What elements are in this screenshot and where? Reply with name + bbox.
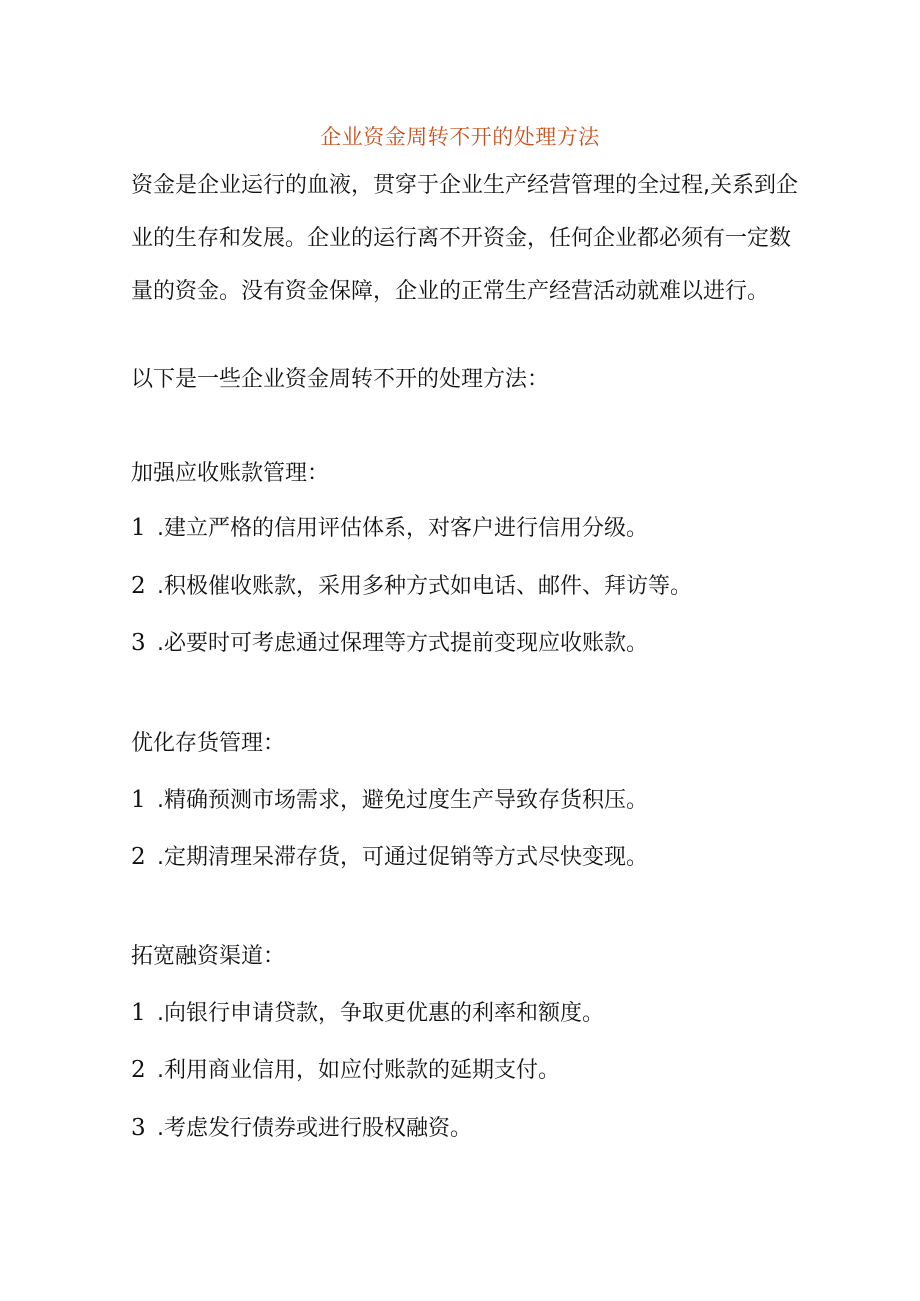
list-item-text: .建立严格的信用评估体系，对客户进行信用分级。	[157, 516, 648, 541]
list-item-number: 1	[131, 787, 146, 813]
section-heading-financing: 拓宽融资渠道：	[131, 944, 286, 969]
list-item-text: .定期清理呆滞存货，可通过促销等方式尽快变现。	[157, 845, 648, 870]
list-item-text: .积极催收账款，采用多种方式如电话、邮件、拜访等。	[157, 574, 692, 599]
list-item-text: .考虑发行债券或进行股权融资。	[157, 1116, 472, 1141]
list-item-text: .必要时可考虑通过保理等方式提前变现应收账款。	[157, 631, 648, 656]
intro-line: 业的生存和发展。企业的运行离不开资金，任何企业都必须有一定数	[131, 226, 792, 251]
list-item-number: 3	[131, 1115, 146, 1141]
list-item-text: .精确预测市场需求，避免过度生产导致存货积压。	[157, 788, 648, 813]
document-title: 企业资金周转不开的处理方法	[320, 125, 600, 149]
list-item	[131, 512, 648, 545]
section-heading-inventory: 优化存货管理：	[131, 731, 286, 756]
list-item	[131, 570, 692, 603]
intro-line: 资金是企业运行的血液，贯穿于企业生产经营管理的全过程,关系到企	[131, 173, 798, 198]
intro-line: 量的资金。没有资金保障，企业的正常生产经营活动就难以进行。	[131, 279, 770, 304]
list-item	[131, 1054, 560, 1087]
list-item-number: 2	[131, 1057, 146, 1083]
list-item	[131, 784, 648, 817]
list-item	[131, 997, 604, 1030]
lead-text: 以下是一些企业资金周转不开的处理方法：	[131, 367, 550, 392]
list-item	[131, 1112, 472, 1145]
list-item-text: .向银行申请贷款，争取更优惠的利率和额度。	[157, 1001, 604, 1026]
list-item-number: 1	[131, 515, 146, 541]
list-item-number: 3	[131, 630, 146, 656]
list-item-number: 2	[131, 573, 146, 599]
intro-paragraph	[131, 170, 798, 329]
list-item-number: 1	[131, 1000, 146, 1026]
list-item-number: 2	[131, 844, 146, 870]
list-item	[131, 841, 648, 874]
section-heading-receivables: 加强应收账款管理：	[131, 461, 330, 486]
list-item	[131, 627, 648, 660]
list-item-text: .利用商业信用，如应付账款的延期支付。	[157, 1058, 560, 1083]
